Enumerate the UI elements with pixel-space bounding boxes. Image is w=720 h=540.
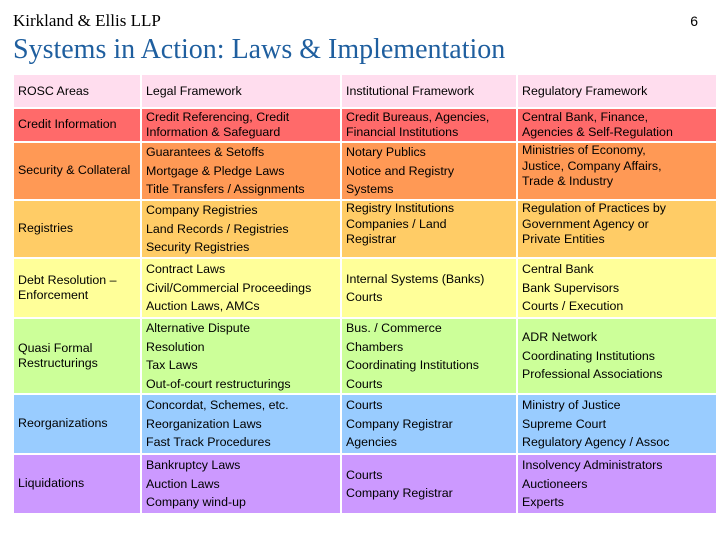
- legal-line: Reorganization Laws: [146, 416, 262, 431]
- regulatory-line: Courts / Execution: [522, 299, 624, 314]
- legal-line: Auction Laws: [146, 476, 220, 491]
- legal-cell: [142, 259, 340, 317]
- institutional-line: Credit Bureaus, Agencies,: [346, 109, 490, 124]
- rosc-area-label: Debt Resolution – Enforcement: [18, 272, 117, 302]
- institutional-line: Companies / Land: [346, 216, 447, 231]
- regulatory-line: Experts: [522, 495, 565, 510]
- rosc-area-cell: [14, 319, 140, 393]
- rosc-table: [12, 73, 718, 515]
- institutional-line: Registrar: [346, 232, 397, 246]
- legal-cell: [142, 455, 340, 513]
- rosc-area-label: Credit Information: [18, 117, 117, 132]
- institutional-line: Notary Publics: [346, 145, 426, 160]
- table-row: [14, 259, 716, 317]
- regulatory-line: Justice, Company Affairs,: [522, 158, 662, 173]
- institutional-cell: [342, 201, 516, 257]
- legal-line: Credit Referencing, Credit: [146, 109, 290, 124]
- rosc-area-cell: [14, 201, 140, 257]
- institutional-cell: [342, 319, 516, 393]
- legal-cell: [142, 143, 340, 199]
- institutional-line: Coordinating Institutions: [346, 358, 479, 372]
- rosc-area-cell: [14, 455, 140, 513]
- institutional-cell: [342, 455, 516, 513]
- institutional-line: Company Registrar: [346, 486, 453, 500]
- regulatory-cell: [518, 455, 716, 513]
- legal-line: Bankruptcy Laws: [146, 458, 241, 473]
- legal-cell: [142, 395, 340, 453]
- regulatory-cell: [518, 259, 716, 317]
- page-number: 6: [690, 13, 698, 29]
- legal-cell: [142, 109, 340, 141]
- rosc-area-label: Liquidations: [18, 476, 85, 491]
- table-row: [14, 109, 716, 141]
- legal-line: Mortgage & Pledge Laws: [146, 163, 285, 178]
- regulatory-line: Insolvency Administrators: [522, 458, 663, 473]
- regulatory-cell: [518, 109, 716, 141]
- rosc-area-label: Quasi Formal Restructurings: [18, 340, 98, 370]
- legal-line: Fast Track Procedures: [146, 435, 271, 450]
- regulatory-line: ADR Network: [522, 330, 598, 345]
- legal-line: Alternative Dispute: [146, 321, 250, 335]
- regulatory-line: Central Bank: [522, 262, 594, 277]
- legal-line: Contract Laws: [146, 262, 226, 277]
- legal-line: Security Registries: [146, 240, 250, 255]
- institutional-line: Internal Systems (Banks): [346, 271, 485, 286]
- institutional-line: Systems: [346, 182, 394, 197]
- legal-line: Company Registries: [146, 203, 258, 218]
- institutional-line: Courts: [346, 398, 383, 413]
- institutional-cell: [342, 259, 516, 317]
- institutional-cell: [342, 109, 516, 141]
- institutional-line: Notice and Registry: [346, 163, 455, 178]
- table-row: [14, 455, 716, 513]
- institutional-line: Financial Institutions: [346, 125, 459, 139]
- regulatory-cell: [518, 319, 716, 393]
- table-header-row: [14, 75, 716, 107]
- legal-line: Title Transfers / Assignments: [146, 182, 305, 197]
- institutional-line: Chambers: [346, 339, 404, 354]
- legal-line: Tax Laws: [146, 358, 198, 372]
- firm-name: Kirkland & Ellis LLP: [13, 11, 161, 30]
- regulatory-cell: [518, 201, 716, 257]
- header-cell-legal: Legal Framework: [142, 75, 340, 107]
- institutional-line: Company Registrar: [346, 416, 453, 431]
- header-cell-areas: ROSC Areas: [14, 75, 140, 107]
- institutional-cell: [342, 143, 516, 199]
- rosc-area-cell: [14, 259, 140, 317]
- legal-line: Out-of-court restructurings: [146, 376, 291, 391]
- regulatory-line: Agencies & Self-Regulation: [522, 125, 673, 139]
- institutional-line: Bus. / Commerce: [346, 321, 442, 335]
- regulatory-line: Ministries of Economy,: [522, 143, 646, 157]
- rosc-area-cell: [14, 109, 140, 141]
- regulatory-line: Ministry of Justice: [522, 398, 621, 413]
- regulatory-line: Auctioneers: [522, 476, 588, 491]
- regulatory-line: Regulatory Agency / Assoc: [522, 435, 670, 450]
- institutional-line: Courts: [346, 290, 383, 304]
- regulatory-line: Government Agency or: [522, 216, 649, 231]
- regulatory-line: Coordinating Institutions: [522, 348, 655, 363]
- legal-line: Company wind-up: [146, 495, 246, 510]
- legal-cell: [142, 201, 340, 257]
- table-row: [14, 201, 716, 257]
- table-row: [14, 143, 716, 199]
- rosc-area-label: Reorganizations: [18, 416, 108, 431]
- table-row: [14, 395, 716, 453]
- regulatory-cell: [518, 395, 716, 453]
- legal-line: Concordat, Schemes, etc.: [146, 398, 289, 413]
- regulatory-line: Central Bank, Finance,: [522, 109, 649, 124]
- rosc-area-label: Security & Collateral: [18, 163, 131, 178]
- rosc-area-cell: [14, 395, 140, 453]
- regulatory-line: Trade & Industry: [522, 174, 614, 188]
- legal-line: Civil/Commercial Proceedings: [146, 280, 312, 295]
- rosc-area-label: Registries: [18, 221, 74, 236]
- header-cell-regulatory: Regulatory Framework: [518, 75, 716, 107]
- institutional-line: Courts: [346, 467, 383, 482]
- legal-cell: [142, 319, 340, 393]
- regulatory-cell: [518, 143, 716, 199]
- legal-line: Information & Safeguard: [146, 125, 281, 139]
- regulatory-line: Bank Supervisors: [522, 280, 620, 295]
- legal-line: Land Records / Registries: [146, 221, 289, 236]
- institutional-cell: [342, 395, 516, 453]
- regulatory-line: Professional Associations: [522, 367, 663, 382]
- regulatory-line: Private Entities: [522, 232, 605, 246]
- rosc-area-cell: [14, 143, 140, 199]
- table-row: [14, 319, 716, 393]
- slide-title: Systems in Action: Laws & Implementation: [13, 34, 506, 65]
- legal-line: Auction Laws, AMCs: [146, 299, 260, 314]
- regulatory-line: Regulation of Practices by: [522, 201, 666, 215]
- header-cell-institutional: Institutional Framework: [342, 75, 516, 107]
- institutional-line: Agencies: [346, 435, 397, 450]
- legal-line: Resolution: [146, 339, 205, 354]
- legal-line: Guarantees & Setoffs: [146, 145, 265, 160]
- institutional-line: Courts: [346, 376, 383, 391]
- regulatory-line: Supreme Court: [522, 416, 607, 431]
- institutional-line: Registry Institutions: [346, 201, 455, 215]
